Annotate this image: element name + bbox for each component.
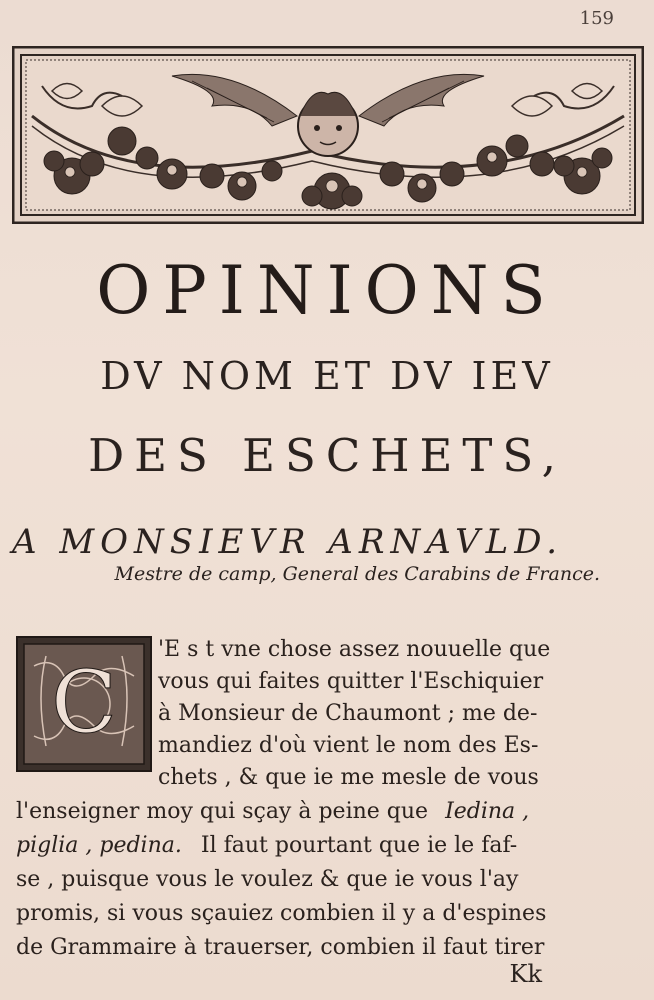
text-line-10: de Grammaire à trauerser, combien il faut tirer <box>16 935 545 960</box>
text-line-3: à Monsieur de Chaumont ; me de- <box>158 701 538 726</box>
page-subtitle-line2: DES ESCHETS, <box>88 429 566 482</box>
text-line-7 <box>16 831 610 861</box>
text-line-6-italic: Iedina , <box>445 799 530 824</box>
text-line-6 <box>16 797 610 827</box>
text-line-7-rest: Il faut pourtant que ie le faf- <box>200 833 518 858</box>
text-line-8: se , puisque vous le voulez & que ie vous l'ay <box>16 867 519 892</box>
page-title: OPINIONS <box>96 252 558 329</box>
body-text <box>0 625 654 970</box>
text-line-9: promis, si vous sçauiez combien il y a d'espines <box>16 901 547 926</box>
page-number: 159 <box>579 8 614 29</box>
text-line-6-main: l'enseigner moy qui sçay à peine que <box>16 799 429 824</box>
signature-mark: Kk <box>509 960 542 988</box>
text-line-1: 'E s t vne chose assez nouuelle que <box>158 637 551 662</box>
text-line-5: chets , & que ie me mesle de vous <box>158 765 539 790</box>
text-line-7-italic: piglia , pedina. <box>16 833 182 858</box>
page-subtitle-line1: DV NOM ET DV IEV <box>100 354 554 398</box>
headpiece-ornament <box>12 46 644 224</box>
text-line-2: vous qui faites quitter l'Eschiquier <box>158 669 544 694</box>
text-line-4: mandiez d'où vient le nom des Es- <box>158 733 539 758</box>
dedication: A MONSIEVR ARNAVLD. <box>12 522 564 562</box>
dedication-subtitle: Mestre de camp, General des Carabins de France. <box>114 563 600 585</box>
dropcap-letter: C <box>51 653 117 753</box>
